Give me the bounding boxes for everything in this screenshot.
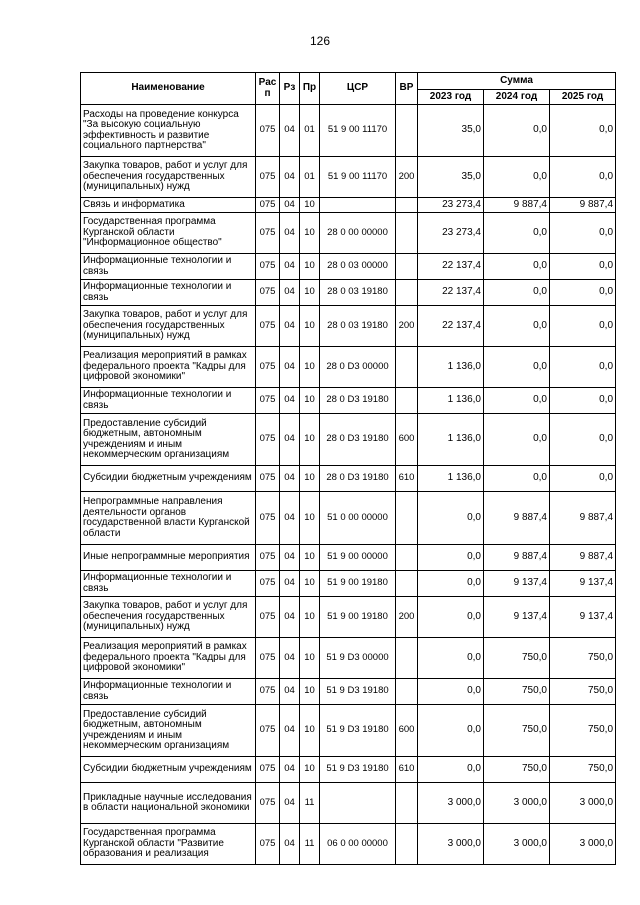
row-amount-2025: 0,0 [550,254,616,280]
row-csr: 28 0 00 00000 [320,213,396,254]
row-amount-2025: 9 887,4 [550,545,616,571]
row-amount-2025: 9 887,4 [550,492,616,545]
table-row [81,705,616,757]
row-vr [396,824,418,865]
row-vr [396,198,418,213]
row-ras: 075 [256,105,280,157]
header-ras: Рас п [256,73,280,105]
row-amount-2024: 0,0 [484,306,550,347]
table-row [81,679,616,705]
row-amount-2025: 0,0 [550,388,616,414]
row-ras: 075 [256,571,280,597]
row-rz: 04 [280,280,300,306]
row-csr [320,198,396,213]
row-amount-2025: 0,0 [550,280,616,306]
row-pr: 10 [300,280,320,306]
row-amount-2023: 1 136,0 [418,414,484,466]
row-vr: 610 [396,466,418,492]
row-csr: 51 9 00 19180 [320,571,396,597]
row-amount-2025: 9 887,4 [550,198,616,213]
header-2025: 2025 год [550,90,616,105]
row-amount-2024: 0,0 [484,347,550,388]
budget-table [80,72,616,865]
row-amount-2023: 0,0 [418,757,484,783]
row-ras: 075 [256,545,280,571]
row-amount-2025: 0,0 [550,157,616,198]
row-pr: 10 [300,597,320,638]
page-number: 126 [309,34,331,48]
row-amount-2025: 750,0 [550,757,616,783]
row-rz: 04 [280,157,300,198]
row-vr: 200 [396,306,418,347]
row-name: Государственная программа Курганской области "Информационное общество" [81,213,256,254]
row-name: Предоставление субсидий бюджетным, автономным учреждениям и иным некоммерческим организациям [81,705,256,757]
row-vr: 600 [396,414,418,466]
table-row [81,597,616,638]
row-amount-2024: 0,0 [484,157,550,198]
row-ras: 075 [256,306,280,347]
row-amount-2023: 0,0 [418,638,484,679]
row-ras: 075 [256,492,280,545]
row-amount-2023: 1 136,0 [418,388,484,414]
row-rz: 04 [280,254,300,280]
row-csr: 51 0 00 00000 [320,492,396,545]
row-vr: 200 [396,597,418,638]
row-csr: 51 9 00 19180 [320,597,396,638]
row-amount-2025: 0,0 [550,466,616,492]
row-csr: 28 0 D3 19180 [320,466,396,492]
row-pr: 01 [300,157,320,198]
row-amount-2023: 35,0 [418,157,484,198]
row-name: Информационные технологии и связь [81,254,256,280]
row-rz: 04 [280,824,300,865]
row-amount-2024: 9 887,4 [484,545,550,571]
row-rz: 04 [280,414,300,466]
row-csr [320,783,396,824]
row-amount-2024: 750,0 [484,757,550,783]
row-pr: 10 [300,571,320,597]
row-name: Реализация мероприятий в рамках федерального проекта "Кадры для цифровой экономики" [81,638,256,679]
row-csr: 51 9 00 11170 [320,105,396,157]
row-csr: 06 0 00 00000 [320,824,396,865]
row-csr: 28 0 03 19180 [320,306,396,347]
table-row [81,757,616,783]
row-vr [396,492,418,545]
header-name: Наименование [81,73,256,105]
row-name: Информационные технологии и связь [81,571,256,597]
row-vr [396,571,418,597]
row-amount-2024: 750,0 [484,638,550,679]
row-csr: 51 9 D3 19180 [320,679,396,705]
row-amount-2024: 0,0 [484,254,550,280]
row-name: Связь и информатика [81,198,256,213]
table-row [81,638,616,679]
row-pr: 10 [300,705,320,757]
header-pr: Пр [300,73,320,105]
row-vr [396,545,418,571]
table-row [81,306,616,347]
row-name: Субсидии бюджетным учреждениям [81,466,256,492]
row-ras: 075 [256,679,280,705]
header-sum: Сумма [418,73,616,90]
table-row [81,414,616,466]
row-amount-2023: 22 137,4 [418,280,484,306]
row-amount-2023: 23 273,4 [418,198,484,213]
row-amount-2023: 35,0 [418,105,484,157]
row-amount-2025: 750,0 [550,679,616,705]
row-csr: 51 9 00 00000 [320,545,396,571]
row-vr [396,213,418,254]
row-rz: 04 [280,466,300,492]
row-ras: 075 [256,414,280,466]
row-name: Непрограммные направления деятельности органов государственной власти Курганской области [81,492,256,545]
row-amount-2024: 0,0 [484,466,550,492]
row-vr [396,254,418,280]
row-pr: 10 [300,492,320,545]
row-name: Субсидии бюджетным учреждениям [81,757,256,783]
row-amount-2024: 9 887,4 [484,492,550,545]
header-2023: 2023 год [418,90,484,105]
row-vr [396,280,418,306]
row-pr: 10 [300,347,320,388]
row-csr: 28 0 D3 19180 [320,414,396,466]
header-vr: ВР [396,73,418,105]
row-name: Реализация мероприятий в рамках федерального проекта "Кадры для цифровой экономики" [81,347,256,388]
table-row [81,388,616,414]
header-2024: 2024 год [484,90,550,105]
row-vr [396,783,418,824]
row-ras: 075 [256,783,280,824]
row-rz: 04 [280,705,300,757]
table-body [81,105,616,865]
table-row [81,254,616,280]
row-amount-2023: 0,0 [418,597,484,638]
row-name: Иные непрограммные мероприятия [81,545,256,571]
row-csr: 28 0 D3 00000 [320,347,396,388]
row-amount-2025: 0,0 [550,213,616,254]
row-rz: 04 [280,638,300,679]
row-pr: 10 [300,254,320,280]
row-vr [396,679,418,705]
row-rz: 04 [280,306,300,347]
row-amount-2024: 750,0 [484,679,550,705]
row-amount-2023: 0,0 [418,545,484,571]
row-amount-2023: 3 000,0 [418,824,484,865]
row-pr: 10 [300,388,320,414]
row-pr: 10 [300,545,320,571]
row-ras: 075 [256,198,280,213]
row-rz: 04 [280,492,300,545]
row-amount-2025: 3 000,0 [550,783,616,824]
row-amount-2024: 0,0 [484,388,550,414]
row-ras: 075 [256,388,280,414]
row-name: Информационные технологии и связь [81,388,256,414]
row-pr: 10 [300,757,320,783]
header-rz: Рз [280,73,300,105]
row-amount-2024: 0,0 [484,105,550,157]
header-csr: ЦСР [320,73,396,105]
table-row [81,492,616,545]
row-amount-2023: 1 136,0 [418,347,484,388]
row-pr: 10 [300,198,320,213]
table-row [81,347,616,388]
row-amount-2023: 3 000,0 [418,783,484,824]
row-amount-2024: 3 000,0 [484,824,550,865]
row-pr: 10 [300,466,320,492]
row-amount-2023: 22 137,4 [418,306,484,347]
row-ras: 075 [256,213,280,254]
row-csr: 51 9 D3 19180 [320,705,396,757]
table-row [81,545,616,571]
row-csr: 51 9 00 11170 [320,157,396,198]
row-amount-2023: 0,0 [418,492,484,545]
table-row [81,783,616,824]
row-vr [396,105,418,157]
row-rz: 04 [280,757,300,783]
row-ras: 075 [256,757,280,783]
row-pr: 10 [300,414,320,466]
row-amount-2023: 23 273,4 [418,213,484,254]
row-name: Закупка товаров, работ и услуг для обеспечения государственных (муниципальных) нужд [81,306,256,347]
row-rz: 04 [280,388,300,414]
row-name: Расходы на проведение конкурса "За высокую социальную эффективность и развитие социального партнерства" [81,105,256,157]
row-csr: 28 0 03 00000 [320,254,396,280]
table-row [81,824,616,865]
row-vr: 600 [396,705,418,757]
row-rz: 04 [280,105,300,157]
row-amount-2025: 3 000,0 [550,824,616,865]
row-amount-2024: 750,0 [484,705,550,757]
row-amount-2025: 0,0 [550,306,616,347]
row-amount-2024: 3 000,0 [484,783,550,824]
row-amount-2024: 0,0 [484,280,550,306]
row-amount-2023: 0,0 [418,679,484,705]
row-name: Закупка товаров, работ и услуг для обеспечения государственных (муниципальных) нужд [81,597,256,638]
row-csr: 51 9 D3 19180 [320,757,396,783]
row-ras: 075 [256,638,280,679]
row-amount-2023: 0,0 [418,705,484,757]
row-name: Предоставление субсидий бюджетным, автономным учреждениям и иным некоммерческим организациям [81,414,256,466]
row-pr: 01 [300,105,320,157]
row-ras: 075 [256,466,280,492]
row-ras: 075 [256,347,280,388]
row-name: Информационные технологии и связь [81,280,256,306]
row-amount-2025: 0,0 [550,105,616,157]
row-amount-2024: 0,0 [484,414,550,466]
row-pr: 10 [300,679,320,705]
row-csr: 28 0 03 19180 [320,280,396,306]
row-rz: 04 [280,545,300,571]
row-vr [396,388,418,414]
table-row [81,198,616,213]
row-pr: 10 [300,306,320,347]
table-row [81,571,616,597]
row-rz: 04 [280,198,300,213]
row-rz: 04 [280,571,300,597]
row-ras: 075 [256,280,280,306]
row-amount-2024: 9 137,4 [484,597,550,638]
row-ras: 075 [256,705,280,757]
table-row [81,157,616,198]
row-ras: 075 [256,597,280,638]
row-rz: 04 [280,679,300,705]
table-row [81,466,616,492]
row-name: Прикладные научные исследования в области национальной экономики [81,783,256,824]
row-name: Государственная программа Курганской области "Развитие образования и реализация [81,824,256,865]
row-pr: 11 [300,824,320,865]
row-rz: 04 [280,347,300,388]
row-ras: 075 [256,254,280,280]
row-amount-2025: 9 137,4 [550,597,616,638]
row-amount-2025: 750,0 [550,705,616,757]
row-vr: 610 [396,757,418,783]
row-amount-2023: 0,0 [418,571,484,597]
row-vr: 200 [396,157,418,198]
row-amount-2025: 0,0 [550,414,616,466]
table-row [81,213,616,254]
row-rz: 04 [280,213,300,254]
row-ras: 075 [256,824,280,865]
row-rz: 04 [280,597,300,638]
row-amount-2024: 0,0 [484,213,550,254]
table-row [81,280,616,306]
row-csr: 28 0 D3 19180 [320,388,396,414]
row-amount-2025: 9 137,4 [550,571,616,597]
row-pr: 10 [300,213,320,254]
row-name: Закупка товаров, работ и услуг для обеспечения государственных (муниципальных) нужд [81,157,256,198]
row-amount-2024: 9 137,4 [484,571,550,597]
row-vr [396,638,418,679]
row-pr: 10 [300,638,320,679]
row-amount-2023: 1 136,0 [418,466,484,492]
row-amount-2023: 22 137,4 [418,254,484,280]
table-row [81,105,616,157]
row-vr [396,347,418,388]
row-ras: 075 [256,157,280,198]
row-pr: 11 [300,783,320,824]
row-amount-2025: 750,0 [550,638,616,679]
row-amount-2024: 9 887,4 [484,198,550,213]
row-amount-2025: 0,0 [550,347,616,388]
row-csr: 51 9 D3 00000 [320,638,396,679]
row-rz: 04 [280,783,300,824]
row-name: Информационные технологии и связь [81,679,256,705]
